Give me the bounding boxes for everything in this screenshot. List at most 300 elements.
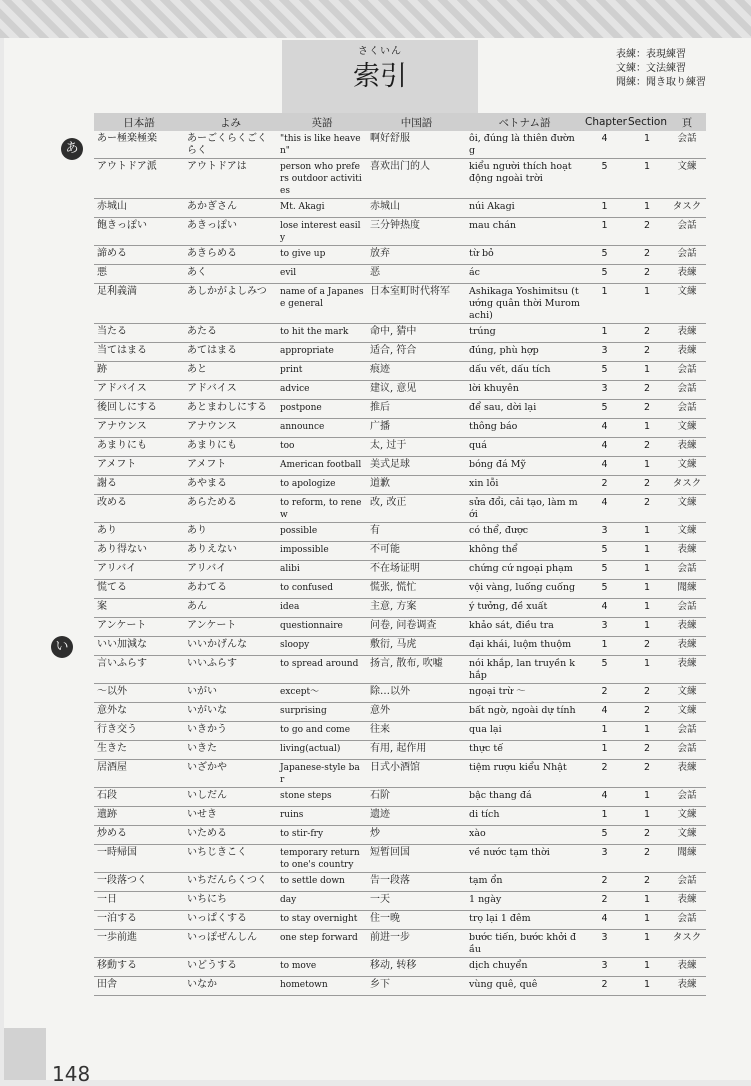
column-header: 日本語 [94, 113, 184, 131]
reading-cell: あん [184, 599, 277, 618]
page-type-cell: 会話 [668, 218, 706, 246]
reading-cell: いっぽぜんしん [184, 930, 277, 958]
japanese-cell: 一泊する [94, 911, 184, 930]
vietnamese-cell: bóng đá Mỹ [466, 457, 583, 476]
page-title: 索引 [353, 61, 407, 92]
page-type-cell: タスク [668, 930, 706, 958]
chinese-cell: 道歉 [367, 476, 466, 495]
japanese-cell: 悪 [94, 265, 184, 284]
table-row [94, 199, 706, 218]
page-type-cell: 聞練 [668, 580, 706, 599]
section-cell: 1 [626, 523, 668, 542]
section-cell: 1 [626, 580, 668, 599]
page-type-cell: 会話 [668, 599, 706, 618]
english-cell: hometown [277, 977, 367, 996]
english-cell: to spread around [277, 656, 367, 684]
chapter-cell: 3 [583, 958, 626, 977]
section-cell: 1 [626, 656, 668, 684]
japanese-cell: 一歩前進 [94, 930, 184, 958]
vietnamese-cell: xin lỗi [466, 476, 583, 495]
english-cell: temporary return to one's country [277, 845, 367, 873]
chapter-cell: 2 [583, 873, 626, 892]
japanese-cell: 跡 [94, 362, 184, 381]
vietnamese-cell: ôi, đúng là thiên đường [466, 131, 583, 159]
japanese-cell: 諦める [94, 246, 184, 265]
vietnamese-cell: mau chán [466, 218, 583, 246]
reading-cell: あらためる [184, 495, 277, 523]
reading-cell: いがいな [184, 703, 277, 722]
section-cell: 2 [626, 684, 668, 703]
column-header: よみ [184, 113, 277, 131]
vietnamese-cell: sửa đổi, cải tạo, làm mới [466, 495, 583, 523]
english-cell: sloopy [277, 637, 367, 656]
vietnamese-cell: không thể [466, 542, 583, 561]
english-cell: day [277, 892, 367, 911]
abbreviation-legend [616, 48, 706, 90]
chapter-cell: 1 [583, 741, 626, 760]
chinese-cell: 广播 [367, 419, 466, 438]
japanese-cell: いい加減な [94, 637, 184, 656]
japanese-cell: あまりにも [94, 438, 184, 457]
vietnamese-cell: nói khắp, lan truyền khắp [466, 656, 583, 684]
table-row [94, 343, 706, 362]
table-row [94, 826, 706, 845]
english-cell: announce [277, 419, 367, 438]
chinese-cell: 除…以外 [367, 684, 466, 703]
japanese-cell: 一時帰国 [94, 845, 184, 873]
table-row [94, 656, 706, 684]
chapter-cell: 3 [583, 381, 626, 400]
chapter-cell: 1 [583, 199, 626, 218]
table-row [94, 265, 706, 284]
chinese-cell: 放弃 [367, 246, 466, 265]
english-cell: to reform, to renew [277, 495, 367, 523]
english-cell: surprising [277, 703, 367, 722]
english-cell: Japanese-style bar [277, 760, 367, 788]
japanese-cell: 一日 [94, 892, 184, 911]
japanese-cell: 移動する [94, 958, 184, 977]
reading-cell: いしだん [184, 788, 277, 807]
english-cell: lose interest easily [277, 218, 367, 246]
chinese-cell: 推后 [367, 400, 466, 419]
japanese-cell: あり得ない [94, 542, 184, 561]
english-cell: questionnaire [277, 618, 367, 637]
section-cell: 1 [626, 911, 668, 930]
table-row [94, 523, 706, 542]
chapter-cell: 4 [583, 703, 626, 722]
reading-cell: アウトドアは [184, 159, 277, 199]
page-type-cell: 表練 [668, 324, 706, 343]
chinese-cell: 不在场证明 [367, 561, 466, 580]
vietnamese-cell: vùng quê, quê [466, 977, 583, 996]
section-cell: 2 [626, 741, 668, 760]
reading-cell: あかぎさん [184, 199, 277, 218]
table-row [94, 722, 706, 741]
kana-tab-a: あ [61, 138, 83, 160]
page-type-cell: 聞練 [668, 845, 706, 873]
section-cell: 2 [626, 246, 668, 265]
chapter-cell: 3 [583, 845, 626, 873]
vietnamese-cell: thực tế [466, 741, 583, 760]
section-cell: 1 [626, 599, 668, 618]
japanese-cell: 遺跡 [94, 807, 184, 826]
japanese-cell: 改める [94, 495, 184, 523]
chapter-cell: 5 [583, 362, 626, 381]
english-cell: to settle down [277, 873, 367, 892]
page-type-cell: 文練 [668, 684, 706, 703]
reading-cell: いちじきこく [184, 845, 277, 873]
vietnamese-cell: 1 ngày [466, 892, 583, 911]
table-body [94, 131, 706, 996]
table-row [94, 599, 706, 618]
chapter-cell: 5 [583, 542, 626, 561]
japanese-cell: あり [94, 523, 184, 542]
table-row [94, 977, 706, 996]
reading-cell: いざかや [184, 760, 277, 788]
reading-cell: アリバイ [184, 561, 277, 580]
table-row [94, 457, 706, 476]
table-row [94, 419, 706, 438]
page-type-cell: 表練 [668, 892, 706, 911]
page-type-cell: 会話 [668, 788, 706, 807]
chapter-cell: 3 [583, 930, 626, 958]
japanese-cell: 慌てる [94, 580, 184, 599]
vietnamese-cell: xào [466, 826, 583, 845]
reading-cell: あてはまる [184, 343, 277, 362]
chapter-cell: 5 [583, 400, 626, 419]
column-header: 頁 [668, 113, 706, 131]
section-cell: 1 [626, 159, 668, 199]
chapter-cell: 1 [583, 284, 626, 324]
kana-tab-i: い [51, 636, 73, 658]
table-row [94, 703, 706, 722]
reading-cell: いっぱくする [184, 911, 277, 930]
table-row [94, 400, 706, 419]
chapter-cell: 3 [583, 618, 626, 637]
chapter-cell: 5 [583, 265, 626, 284]
section-cell: 1 [626, 457, 668, 476]
table-row [94, 760, 706, 788]
english-cell: too [277, 438, 367, 457]
reading-cell: あーごくらくごくらく [184, 131, 277, 159]
vietnamese-cell: để sau, dời lại [466, 400, 583, 419]
english-cell: living(actual) [277, 741, 367, 760]
table-row [94, 246, 706, 265]
english-cell: idea [277, 599, 367, 618]
section-cell: 1 [626, 722, 668, 741]
japanese-cell: 当たる [94, 324, 184, 343]
reading-cell: いがい [184, 684, 277, 703]
chinese-cell: 问卷, 问卷调查 [367, 618, 466, 637]
section-cell: 2 [626, 324, 668, 343]
english-cell: to hit the mark [277, 324, 367, 343]
english-cell: ruins [277, 807, 367, 826]
vietnamese-cell: thông báo [466, 419, 583, 438]
index-page [4, 38, 751, 1086]
reading-cell: ありえない [184, 542, 277, 561]
english-cell: person who prefers outdoor activities [277, 159, 367, 199]
japanese-cell: アドバイス [94, 381, 184, 400]
section-cell: 1 [626, 807, 668, 826]
vietnamese-cell: qua lại [466, 722, 583, 741]
chinese-cell: 日本室町时代将军 [367, 284, 466, 324]
table-row [94, 637, 706, 656]
reading-cell: あまりにも [184, 438, 277, 457]
vietnamese-cell: núi Akagi [466, 199, 583, 218]
chinese-cell: 三分钟热度 [367, 218, 466, 246]
index-table [94, 113, 706, 996]
vietnamese-cell: bước tiến, bước khởi đầu [466, 930, 583, 958]
chapter-cell: 4 [583, 457, 626, 476]
page-type-cell: 会話 [668, 741, 706, 760]
japanese-cell: 一段落つく [94, 873, 184, 892]
chapter-cell: 3 [583, 523, 626, 542]
chapter-cell: 2 [583, 476, 626, 495]
chapter-cell: 4 [583, 911, 626, 930]
vietnamese-cell: khảo sát, điều tra [466, 618, 583, 637]
english-cell: possible [277, 523, 367, 542]
section-cell: 1 [626, 542, 668, 561]
vietnamese-cell: bậc thang đá [466, 788, 583, 807]
chinese-cell: 敷衍, 马虎 [367, 637, 466, 656]
page-type-cell: 表練 [668, 618, 706, 637]
page-type-cell: 会話 [668, 911, 706, 930]
page-type-cell: 表練 [668, 542, 706, 561]
page-type-cell: 会話 [668, 246, 706, 265]
chapter-cell: 4 [583, 131, 626, 159]
section-cell: 2 [626, 438, 668, 457]
vietnamese-cell: di tích [466, 807, 583, 826]
reading-cell: いいふらす [184, 656, 277, 684]
table-row [94, 873, 706, 892]
japanese-cell: 炒める [94, 826, 184, 845]
chapter-cell: 1 [583, 324, 626, 343]
vietnamese-cell: bất ngờ, ngoài dự tính [466, 703, 583, 722]
section-cell: 2 [626, 845, 668, 873]
page-type-cell: 会話 [668, 362, 706, 381]
japanese-cell: アメフト [94, 457, 184, 476]
page-type-cell: タスク [668, 199, 706, 218]
vietnamese-cell: trọ lại 1 đêm [466, 911, 583, 930]
page-type-cell: 表練 [668, 637, 706, 656]
section-cell: 2 [626, 400, 668, 419]
english-cell: to go and come [277, 722, 367, 741]
chapter-cell: 2 [583, 760, 626, 788]
vietnamese-cell: quá [466, 438, 583, 457]
reading-cell: いちにち [184, 892, 277, 911]
section-cell: 1 [626, 131, 668, 159]
table-row [94, 362, 706, 381]
english-cell: evil [277, 265, 367, 284]
reading-cell: あと [184, 362, 277, 381]
reading-cell: あとまわしにする [184, 400, 277, 419]
table-row [94, 542, 706, 561]
japanese-cell: 謝る [94, 476, 184, 495]
section-cell: 1 [626, 892, 668, 911]
english-cell: print [277, 362, 367, 381]
chinese-cell: 不可能 [367, 542, 466, 561]
english-cell: stone steps [277, 788, 367, 807]
vietnamese-cell: Ashikaga Yoshimitsu (tướng quân thời Muromachi) [466, 284, 583, 324]
chinese-cell: 炒 [367, 826, 466, 845]
japanese-cell: あー極楽極楽 [94, 131, 184, 159]
reading-cell: いどうする [184, 958, 277, 977]
page-type-cell: 文練 [668, 457, 706, 476]
table-row [94, 324, 706, 343]
english-cell: to apologize [277, 476, 367, 495]
chinese-cell: 有 [367, 523, 466, 542]
reading-cell: あく [184, 265, 277, 284]
vietnamese-cell: ác [466, 265, 583, 284]
section-cell: 1 [626, 419, 668, 438]
table-row [94, 618, 706, 637]
japanese-cell: 赤城山 [94, 199, 184, 218]
reading-cell: アドバイス [184, 381, 277, 400]
section-cell: 1 [626, 930, 668, 958]
vietnamese-cell: kiểu người thích hoạt động ngoài trời [466, 159, 583, 199]
page-type-cell: 文練 [668, 159, 706, 199]
japanese-cell: 飽きっぽい [94, 218, 184, 246]
chapter-cell: 5 [583, 580, 626, 599]
english-cell: one step forward [277, 930, 367, 958]
reading-cell: あやまる [184, 476, 277, 495]
english-cell: to stay overnight [277, 911, 367, 930]
chinese-cell: 遗迹 [367, 807, 466, 826]
vietnamese-cell: dịch chuyển [466, 958, 583, 977]
table-row [94, 131, 706, 159]
page-type-cell: 表練 [668, 958, 706, 977]
english-cell: to give up [277, 246, 367, 265]
table-row [94, 580, 706, 599]
reading-cell: アンケート [184, 618, 277, 637]
chinese-cell: 痕迹 [367, 362, 466, 381]
legend-item: 表練：表現練習 [616, 49, 686, 60]
english-cell: to stir-fry [277, 826, 367, 845]
chinese-cell: 啊好舒服 [367, 131, 466, 159]
reading-cell: いきかう [184, 722, 277, 741]
reading-cell: あしかがよしみつ [184, 284, 277, 324]
section-cell: 2 [626, 218, 668, 246]
page-type-cell: 会話 [668, 722, 706, 741]
english-cell: to confused [277, 580, 367, 599]
table-row [94, 892, 706, 911]
chinese-cell: 短暂回国 [367, 845, 466, 873]
japanese-cell: 居酒屋 [94, 760, 184, 788]
section-cell: 1 [626, 618, 668, 637]
chapter-cell: 1 [583, 218, 626, 246]
section-cell: 2 [626, 873, 668, 892]
chinese-cell: 前进一步 [367, 930, 466, 958]
page-type-cell: 文練 [668, 284, 706, 324]
page-type-cell: 文練 [668, 807, 706, 826]
reading-cell: いためる [184, 826, 277, 845]
reading-cell: いきた [184, 741, 277, 760]
english-cell: appropriate [277, 343, 367, 362]
chapter-cell: 4 [583, 495, 626, 523]
top-decorative-stripe [0, 0, 751, 38]
chinese-cell: 一天 [367, 892, 466, 911]
page-type-cell: 会話 [668, 400, 706, 419]
section-cell: 2 [626, 495, 668, 523]
chapter-cell: 2 [583, 684, 626, 703]
page-number-tab [4, 1028, 46, 1080]
chinese-cell: 乡下 [367, 977, 466, 996]
japanese-cell: 当てはまる [94, 343, 184, 362]
japanese-cell: 言いふらす [94, 656, 184, 684]
chapter-cell: 4 [583, 438, 626, 457]
chapter-cell: 5 [583, 656, 626, 684]
chinese-cell: 住一晚 [367, 911, 466, 930]
page-number: 148 [52, 1062, 91, 1086]
table-row [94, 438, 706, 457]
legend-item: 聞練：聞き取り練習 [616, 77, 706, 88]
chinese-cell: 命中, 猜中 [367, 324, 466, 343]
page-type-cell: 表練 [668, 760, 706, 788]
chinese-cell: 扬言, 散布, 吹嘘 [367, 656, 466, 684]
table-header-row [94, 113, 706, 131]
vietnamese-cell: đại khái, luộm thuộm [466, 637, 583, 656]
page-type-cell: 文練 [668, 419, 706, 438]
section-cell: 1 [626, 788, 668, 807]
section-cell: 1 [626, 199, 668, 218]
japanese-cell: アナウンス [94, 419, 184, 438]
reading-cell: あたる [184, 324, 277, 343]
japanese-cell: 足利義満 [94, 284, 184, 324]
column-header: 英語 [277, 113, 367, 131]
chinese-cell: 建议, 意见 [367, 381, 466, 400]
section-cell: 2 [626, 637, 668, 656]
section-cell: 2 [626, 265, 668, 284]
page-type-cell: 会話 [668, 381, 706, 400]
japanese-cell: 生きた [94, 741, 184, 760]
chinese-cell: 喜欢出门的人 [367, 159, 466, 199]
english-cell: American football [277, 457, 367, 476]
index-table-wrapper [94, 113, 706, 996]
japanese-cell: 行き交う [94, 722, 184, 741]
chinese-cell: 改, 改正 [367, 495, 466, 523]
japanese-cell: 意外な [94, 703, 184, 722]
japanese-cell: 後回しにする [94, 400, 184, 419]
vietnamese-cell: tạm ổn [466, 873, 583, 892]
reading-cell: あわてる [184, 580, 277, 599]
table-row [94, 807, 706, 826]
chapter-cell: 4 [583, 788, 626, 807]
japanese-cell: アウトドア派 [94, 159, 184, 199]
page-type-cell: タスク [668, 476, 706, 495]
page-type-cell: 表練 [668, 656, 706, 684]
reading-cell: アメフト [184, 457, 277, 476]
table-row [94, 958, 706, 977]
section-cell: 1 [626, 561, 668, 580]
vietnamese-cell: dấu vết, dấu tích [466, 362, 583, 381]
english-cell: alibi [277, 561, 367, 580]
section-cell: 1 [626, 284, 668, 324]
vietnamese-cell: về nước tạm thời [466, 845, 583, 873]
page-type-cell: 文練 [668, 523, 706, 542]
table-row [94, 218, 706, 246]
vietnamese-cell: trúng [466, 324, 583, 343]
japanese-cell: アンケート [94, 618, 184, 637]
reading-cell: いせき [184, 807, 277, 826]
table-row [94, 476, 706, 495]
table-row [94, 159, 706, 199]
chapter-cell: 4 [583, 419, 626, 438]
english-cell: Mt. Akagi [277, 199, 367, 218]
chinese-cell: 赤城山 [367, 199, 466, 218]
section-cell: 1 [626, 977, 668, 996]
chinese-cell: 往来 [367, 722, 466, 741]
chinese-cell: 日式小酒馆 [367, 760, 466, 788]
